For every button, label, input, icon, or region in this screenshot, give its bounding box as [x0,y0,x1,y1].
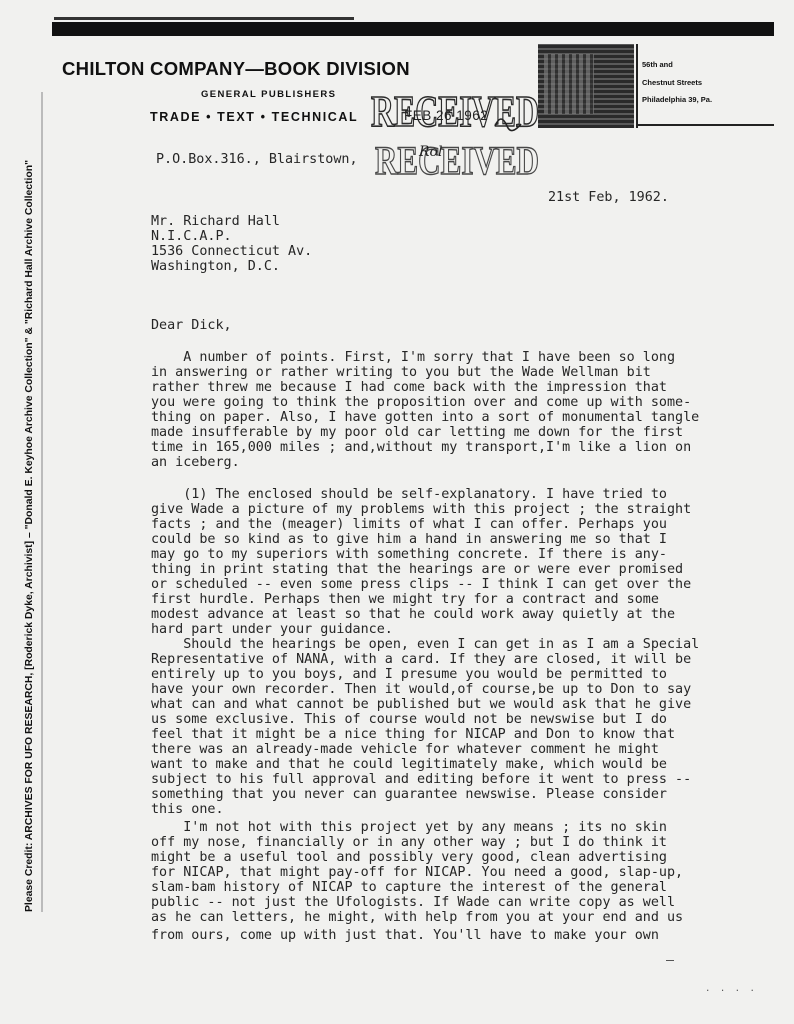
body-line: for NICAP, that might pay-off for NICAP. You need a good, slap-up, [151,865,684,880]
letterhead-rule [636,124,774,126]
body-line: want to make and that he could legitimately make, which would be [151,757,667,772]
body-line: A number of points. First, I'm sorry that I have been so long [151,350,676,365]
body-line: us some exclusive. This of course would not be newswise but I do [151,712,667,727]
letterhead-address-line-2: Chestnut Streets [642,78,703,87]
body-line: give Wade a picture of my problems with this project ; the straight [151,502,692,517]
divisions-line: TRADE • TEXT • TECHNICAL [150,110,359,124]
letterhead-address-line-3: Philadelphia 39, Pa. [642,95,713,104]
body-line: Representative of NANA, with a card. If they are closed, it will be [151,652,692,667]
letterhead-address-line-1: 56th and [642,60,673,69]
body-line: time in 165,000 miles ; and,without my transport,I'm like a lion on [151,440,692,455]
letter-date: 21st Feb, 1962. [548,190,669,205]
recipient-line-1: Mr. Richard Hall [151,214,280,229]
recipient-line-3: 1536 Connecticut Av. [151,244,313,259]
body-line: slam-bam history of NICAP to capture the interest of the general [151,880,667,895]
letterhead-top-bar [52,22,774,36]
archive-credit: Please Credit: ARCHIVES FOR UFO RESEARCH, [Roderick Dyke, Archivist] – "Donald E. Keyhoe Archive Collection" & "Richard Hall Archive Collection" [24,159,35,912]
body-line: or scheduled -- even some press clips -- I think I can get over the [151,577,692,592]
recipient-line-4: Washington, D.C. [151,259,280,274]
body-line: thing on paper. Also, I have gotten into a sort of monumental tangle [151,410,700,425]
stamp-date: FEB 26 1962 [404,108,489,123]
letterhead-top-thin-rule [54,17,354,20]
body-line: made insufferable by my poor old car letting me down for the first [151,425,684,440]
sender-address: P.O.Box.316., Blairstown, [156,152,358,167]
building-photo [538,44,634,128]
stamp-initials: Rol [419,144,443,160]
company-name: CHILTON COMPANY—BOOK DIVISION [62,58,410,79]
stamp-word-repeat: RECEIVED [375,138,539,178]
body-line: thing in print stating that the hearings are or were ever promised [151,562,684,577]
body-line: an iceberg. [151,455,240,470]
body-line: from ours, come up with just that. You'll have to make your own [151,928,659,943]
body-line: entirely up to you boys, and I presume you would be permitted to [151,667,667,682]
body-line: what can and what cannot be published but we would ask that he give [151,697,692,712]
publishers-line: GENERAL PUBLISHERS [201,89,337,100]
body-line: I'm not hot with this project yet by any means ; its no skin [151,820,667,835]
salutation: Dear Dick, [151,318,232,333]
page-mark [666,960,674,961]
body-line: (1) The enclosed should be self-explanatory. I have tried to [151,487,667,502]
body-line: might be a useful tool and possibly very good, clean advertising [151,850,667,865]
body-line: there was an already-made vehicle for whatever comment he might [151,742,659,757]
body-line: Should the hearings be open, even I can get in as I am a Special [151,637,700,652]
scan-speckle: . . . . [705,984,757,994]
body-line: you were going to think the proposition over and come up with some- [151,395,692,410]
body-line: rather threw me because I had come back with the impression that [151,380,667,395]
body-line: have your own recorder. Then it would,of course,be up to Don to say [151,682,692,697]
body-line: this one. [151,802,224,817]
body-line: off my nose, financially or in any other way ; but I do think it [151,835,667,850]
body-line: could be so kind as to give him a hand in answering me so that I [151,532,667,547]
side-credit-rule [41,92,43,912]
recipient-line-2: N.I.C.A.P. [151,229,232,244]
body-line: hard part under your guidance. [151,622,393,637]
body-line: facts ; and the (meager) limits of what I can offer. Perhaps you [151,517,667,532]
received-stamp [367,82,543,178]
body-line: public -- not just the Ufologists. If Wade can write copy as well [151,895,676,910]
body-line: may go to my superiors with something concrete. If there is any- [151,547,667,562]
body-line: modest advance at least so that he could work away quietly at the [151,607,676,622]
body-line: feel that it might be a nice thing for NICAP and Don to know that [151,727,676,742]
stamp-word: RECEIVED [371,87,539,136]
body-line: something that you never can guarantee newswise. Please consider [151,787,667,802]
body-line: as he can letters, he might, with help from you at your end and us [151,910,684,925]
body-line: first hurdle. Perhaps then we might try for a contract and some [151,592,659,607]
body-line: subject to his full approval and editing before it went to press -- [151,772,692,787]
body-line: in answering or rather writing to you but the Wade Wellman bit [151,365,651,380]
